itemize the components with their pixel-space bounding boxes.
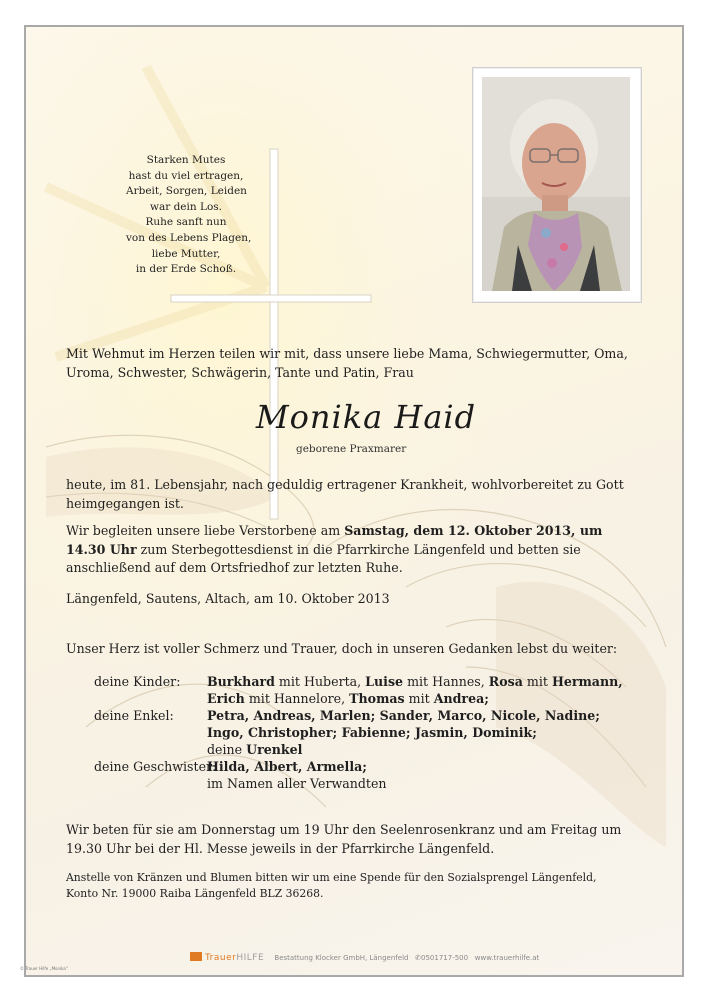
poem-line: war dein Los. bbox=[149, 200, 223, 213]
portrait-photo bbox=[482, 77, 630, 291]
funeral-text: Wir begleiten unsere liebe Verstorbene am bbox=[66, 523, 345, 538]
great-grandchildren-line: deine Urenkel bbox=[207, 742, 303, 757]
deceased-name: Monika Haid bbox=[255, 398, 477, 436]
poem-line: Arbeit, Sorgen, Leiden bbox=[126, 185, 247, 198]
poem-line: von des Lebens Plagen, bbox=[126, 231, 252, 244]
maiden-name: geborene Praxmarer bbox=[296, 443, 407, 455]
children-label: deine Kinder: bbox=[94, 674, 181, 689]
copyright: © Trauer Hilfe „Monika" bbox=[20, 966, 68, 971]
poem-line: liebe Mutter, bbox=[151, 247, 221, 260]
logo-text: HILFE bbox=[236, 953, 265, 963]
funeral-datetime: Samstag, dem 12. Oktober 2013, um 14.30 Uhr bbox=[66, 523, 603, 557]
death-notice: heute, im 81. Lebensjahr, nach geduldig ertragener Krankheit, wohlvorbereitet zu Gott heimgegangen ist. bbox=[66, 477, 624, 511]
children-line: Burkhard mit Huberta, Luise mit Hannes, Rosa mit Hermann, bbox=[207, 674, 623, 689]
footer-website[interactable]: www.trauerhilfe.at bbox=[474, 954, 540, 962]
grandchildren-label: deine Enkel: bbox=[94, 708, 174, 723]
footer bbox=[190, 952, 539, 963]
grandchildren-line: Petra, Andreas, Marlen; Sander, Marco, Nicole, Nadine; bbox=[207, 708, 600, 723]
logo-text: Trauer bbox=[205, 953, 237, 963]
prayer-info: Wir beten für sie am Donnerstag um 19 Uhr den Seelenrosenkranz und am Freitag um 19.30 Uhr bei der Hl. Messe jeweils in der Pfarrkirche Längenfeld. bbox=[66, 822, 622, 856]
place-date: Längenfeld, Sautens, Altach, am 10. Oktober 2013 bbox=[66, 591, 390, 606]
poem-line: in der Erde Schoß. bbox=[135, 263, 237, 276]
siblings-line: Hilda, Albert, Armella; bbox=[207, 759, 367, 774]
funeral-info bbox=[66, 522, 646, 578]
memorial-line: Unser Herz ist voller Schmerz und Trauer, doch in unseren Gedanken lebst du weiter: bbox=[66, 641, 618, 656]
intro-text: Mit Wehmut im Herzen teilen wir mit, dass unsere liebe Mama, Schwiegermutter, Oma, Uroma, Schwester, Schwägerin, Tante und Patin, Frau bbox=[66, 346, 628, 380]
trauerhilfe-logo-icon bbox=[190, 952, 202, 961]
children-line: Erich mit Hannelore, Thomas mit Andrea; bbox=[207, 691, 489, 706]
donation-note: Anstelle von Kränzen und Blumen bitten wir um eine Spende für den Sozialsprengel Längenfeld, Konto Nr. 19000 Raiba Längenfeld BLZ 36268. bbox=[66, 871, 597, 900]
poem-line: Starken Mutes bbox=[146, 154, 226, 166]
siblings-label: deine Geschwister: bbox=[94, 759, 217, 774]
poem-line: hast du viel ertragen, bbox=[128, 169, 244, 182]
grandchildren-line: Ingo, Christopher; Fabienne; Jasmin, Dominik; bbox=[207, 725, 537, 740]
poem bbox=[126, 153, 252, 278]
footer-company: Bestattung Klocker GmbH, Längenfeld bbox=[274, 954, 409, 962]
poem-line: Ruhe sanft nun bbox=[145, 216, 227, 229]
funeral-text: zum Sterbegottesdienst in die Pfarrkirche Längenfeld und betten sie anschließend auf dem Ortsfriedhof zur letzten Ruhe. bbox=[66, 541, 581, 575]
footer-phone: ✆0501717-500 bbox=[415, 954, 469, 962]
relatives-note: im Namen aller Verwandten bbox=[207, 776, 387, 791]
